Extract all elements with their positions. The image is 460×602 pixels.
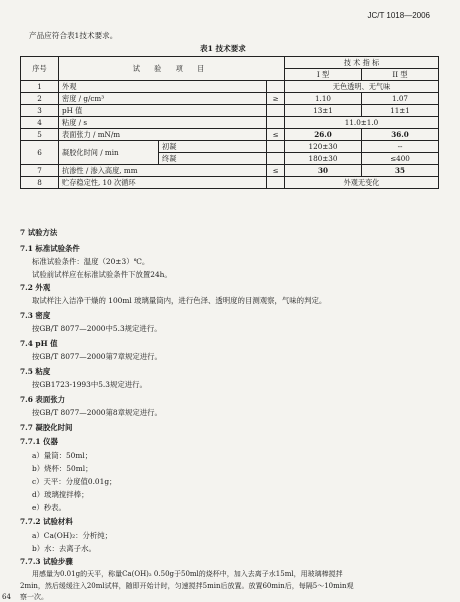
table-row [21,105,439,117]
section-heading: 7.7.1 仪器 [20,437,58,446]
header-no: 序号 [21,57,59,81]
table-row [21,129,439,141]
paragraph: 用感量为0.01g的天平，称量Ca(OH)₂ 0.50g于50ml的烧杯中，加入去离子水15ml，用玻璃棒搅拌 [32,570,343,578]
cell-type2: ≤400 [362,153,439,165]
intro-text: 产品应符合表1技术要求。 [29,31,118,40]
cell-type1: 1.10 [285,93,362,105]
paragraph: 2min，然后缓缓注入20ml试样，随即开始计时，匀速搅拌5min后放置。放置60min后，每隔5～10min观 [20,582,354,590]
section-heading: 7.7.2 试验材料 [20,517,73,526]
table-row [21,81,439,93]
cell-type1: 30 [285,165,362,177]
cell-type2: 35 [362,165,439,177]
cell-item: 抗渗性 / 渗入高度, mm [59,165,267,177]
list-item: b）水：去离子水。 [32,544,96,553]
cell-type1: 180±30 [285,153,362,165]
paragraph: 试验前试样应在标准试验条件下放置24h。 [32,270,172,279]
paragraph: 取试样注入洁净干燥的 100ml 玻璃量筒内，进行色泽、透明度的目测观察，气味的判定。 [32,296,327,305]
cell-value: 外观无变化 [285,177,439,189]
section-heading: 7 试验方法 [20,228,58,237]
cell-no: 2 [21,93,59,105]
paragraph: 按GB1723-1993中5.3规定进行。 [32,380,147,389]
section-heading: 7.3 密度 [20,311,51,320]
paragraph: 察一次。 [20,593,48,601]
cell-symbol [267,117,285,129]
section-heading: 7.2 外观 [20,283,51,292]
header-type2: II 型 [362,69,439,81]
cell-item: 表面张力 / mN/m [59,129,267,141]
table-row [21,141,439,153]
section-heading: 7.1 标准试验条件 [20,244,80,253]
cell-no: 7 [21,165,59,177]
section-heading: 7.6 表面张力 [20,395,65,404]
paragraph: 按GB/T 8077—2000第7章规定进行。 [32,352,162,361]
paragraph: 按GB/T 8077—2000第8章规定进行。 [32,408,162,417]
cell-no: 8 [21,177,59,189]
cell-type2: 36.0 [362,129,439,141]
table-row [21,117,439,129]
cell-symbol [267,177,285,189]
cell-item: pH 值 [59,105,267,117]
section-heading: 7.4 pH 值 [20,339,58,348]
cell-sub-initial: 初凝 [159,141,267,153]
cell-no: 4 [21,117,59,129]
section-heading: 7.7 凝胶化时间 [20,423,73,432]
cell-type1: 13±1 [285,105,362,117]
page-number: 64 [2,593,11,601]
table-row [21,177,439,189]
cell-type1: 120±30 [285,141,362,153]
cell-value: 无色透明、无气味 [285,81,439,93]
list-item: a）量筒：50ml； [32,451,93,460]
cell-symbol: ≤ [267,129,285,141]
table-title: 表1 技术要求 [200,44,246,53]
cell-item: 凝胶化时间 / min [59,141,159,165]
header-type1: I 型 [285,69,362,81]
cell-item: 密度 / g/cm³ [59,93,267,105]
cell-type2: -- [362,141,439,153]
cell-symbol: ≥ [267,93,285,105]
section-heading: 7.7.3 试验步骤 [20,557,73,566]
cell-item: 粘度 / s [59,117,267,129]
list-item: d）玻璃搅拌棒； [32,490,89,499]
header-index: 技 术 指 标 [285,57,439,69]
cell-item: 外观 [59,81,267,93]
cell-type2: 1.07 [362,93,439,105]
table-row [21,165,439,177]
standard-number: JC/T 1018—2006 [367,11,430,20]
list-item: b）烧杯：50ml； [32,464,93,473]
paragraph: 按GB/T 8077—2000中5.3规定进行。 [32,324,162,333]
list-item: c）天平：分度值0.01g； [32,477,117,486]
cell-symbol [267,81,285,93]
cell-no: 3 [21,105,59,117]
paragraph: 标准试验条件：温度（20±3）℃。 [32,257,150,266]
section-heading: 7.5 粘度 [20,367,51,376]
cell-symbol [267,105,285,117]
cell-value: 11.0±1.0 [285,117,439,129]
list-item: a）Ca(OH)₂：分析纯； [32,531,113,540]
cell-no: 6 [21,141,59,165]
cell-no: 1 [21,81,59,93]
cell-item: 贮存稳定性, 10 次循环 [59,177,267,189]
cell-type1: 26.0 [285,129,362,141]
cell-sub-final: 终凝 [159,153,267,165]
requirements-table [20,56,439,189]
cell-type2: 11±1 [362,105,439,117]
list-item: e）秒表。 [32,503,66,512]
table-row [21,93,439,105]
header-item: 试 验 项 目 [59,57,285,81]
table-header-row [21,57,439,69]
cell-symbol: ≤ [267,165,285,177]
cell-no: 5 [21,129,59,141]
